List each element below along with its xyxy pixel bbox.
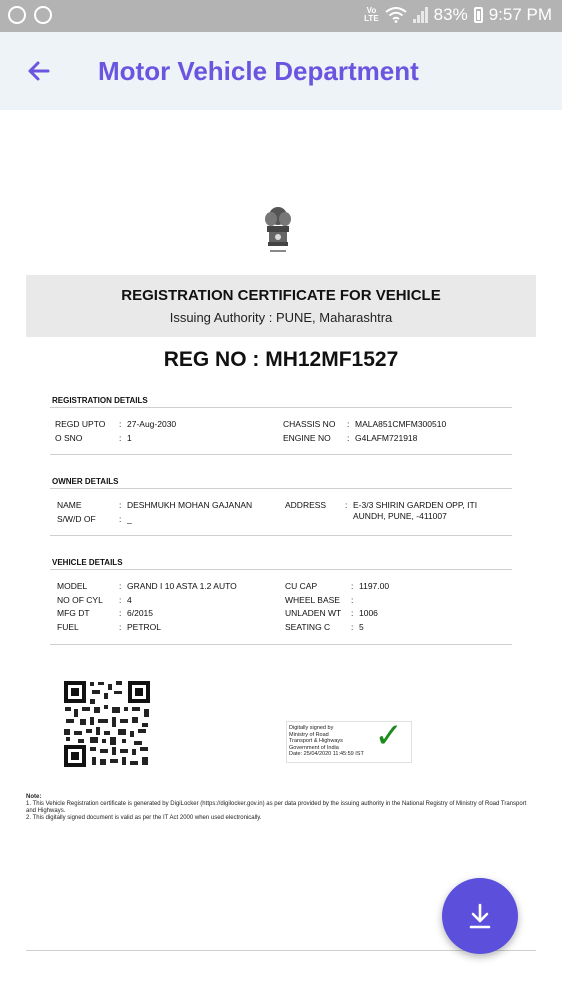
certificate-banner	[26, 275, 536, 337]
field-engine-no: ENGINE NO : G4LAFM721918	[283, 433, 418, 443]
divider	[26, 950, 536, 951]
field-owner-name: NAME : DESHMUKH MOHAN GAJANAN	[57, 500, 253, 510]
whatsapp-icon	[8, 6, 26, 24]
divider	[50, 407, 512, 408]
notes	[26, 794, 538, 822]
notes-heading: Note:	[26, 794, 42, 800]
checkmark-icon: ✓	[374, 716, 403, 756]
divider	[50, 644, 512, 645]
wifi-icon	[385, 7, 407, 23]
digital-signature	[286, 716, 412, 763]
clock: 9:57 PM	[488, 5, 552, 24]
app-bar	[0, 32, 562, 110]
field-address: ADDRESS : E-3/3 SHIRIN GARDEN OPP, ITI	[285, 500, 478, 510]
field-mfg-dt: MFG DT : 6/2015	[57, 608, 153, 618]
certificate-document[interactable]	[0, 110, 562, 1000]
battery-percent: 83%	[433, 5, 468, 24]
divider	[50, 569, 512, 570]
sync-icon	[34, 6, 52, 24]
national-emblem-icon	[258, 204, 298, 264]
signature-text: Digitally signed by Ministry of Road Transport & Highways Government of India Date: 25/04/2020 11:45:59 IST	[289, 725, 364, 757]
registration-details-heading: REGISTRATION DETAILS	[52, 396, 148, 405]
divider	[50, 535, 512, 536]
qr-code	[62, 679, 152, 769]
issuing-authority: Issuing Authority : PUNE, Maharashtra	[169, 310, 393, 325]
note-line: 1. This Vehicle Registration certificate is generated by DigiLocker (https://digilocker.gov.in) as per data provided by the issuing authority in the National Registry of Ministry of Road Transport and Highways.	[26, 801, 527, 814]
field-fuel: FUEL : PETROL	[57, 622, 162, 632]
note-line: 2. This digitally signed document is valid as per the IT Act 2000 when used electronically.	[26, 815, 262, 821]
field-unladen-wt: UNLADEN WT : 1006	[285, 608, 378, 618]
field-regd-upto: REGD UPTO : 27-Aug-2030	[55, 419, 177, 429]
owner-details-heading: OWNER DETAILS	[52, 477, 119, 486]
field-model: MODEL : GRAND I 10 ASTA 1.2 AUTO	[57, 581, 237, 591]
download-button[interactable]	[442, 878, 518, 954]
download-icon	[466, 902, 494, 930]
status-bar	[0, 0, 562, 32]
vehicle-details-heading: VEHICLE DETAILS	[52, 558, 123, 567]
field-no-of-cyl: NO OF CYL : 4	[57, 595, 132, 605]
volte-icon: Vo LTE	[364, 6, 379, 23]
divider	[50, 488, 512, 489]
battery-charging-icon	[474, 7, 483, 23]
field-cu-cap: CU CAP : 1197.00	[285, 581, 390, 591]
field-seating-c: SEATING C : 5	[285, 622, 364, 632]
arrow-back-icon[interactable]	[22, 54, 56, 88]
field-chassis-no: CHASSIS NO : MALA851CMFM300510	[283, 419, 447, 429]
field-wheel-base: WHEEL BASE :	[285, 595, 354, 605]
page-title: Motor Vehicle Department	[98, 56, 419, 86]
field-swd-of: S/W/D OF : _	[57, 514, 132, 524]
divider	[50, 454, 512, 455]
field-address-line2: AUNDH, PUNE, -411007	[353, 511, 447, 521]
registration-number: REG NO : MH12MF1527	[163, 348, 399, 371]
field-o-sno: O SNO : 1	[55, 433, 132, 443]
certificate-title: REGISTRATION CERTIFICATE FOR VEHICLE	[121, 287, 441, 304]
signal-icon	[413, 7, 428, 23]
